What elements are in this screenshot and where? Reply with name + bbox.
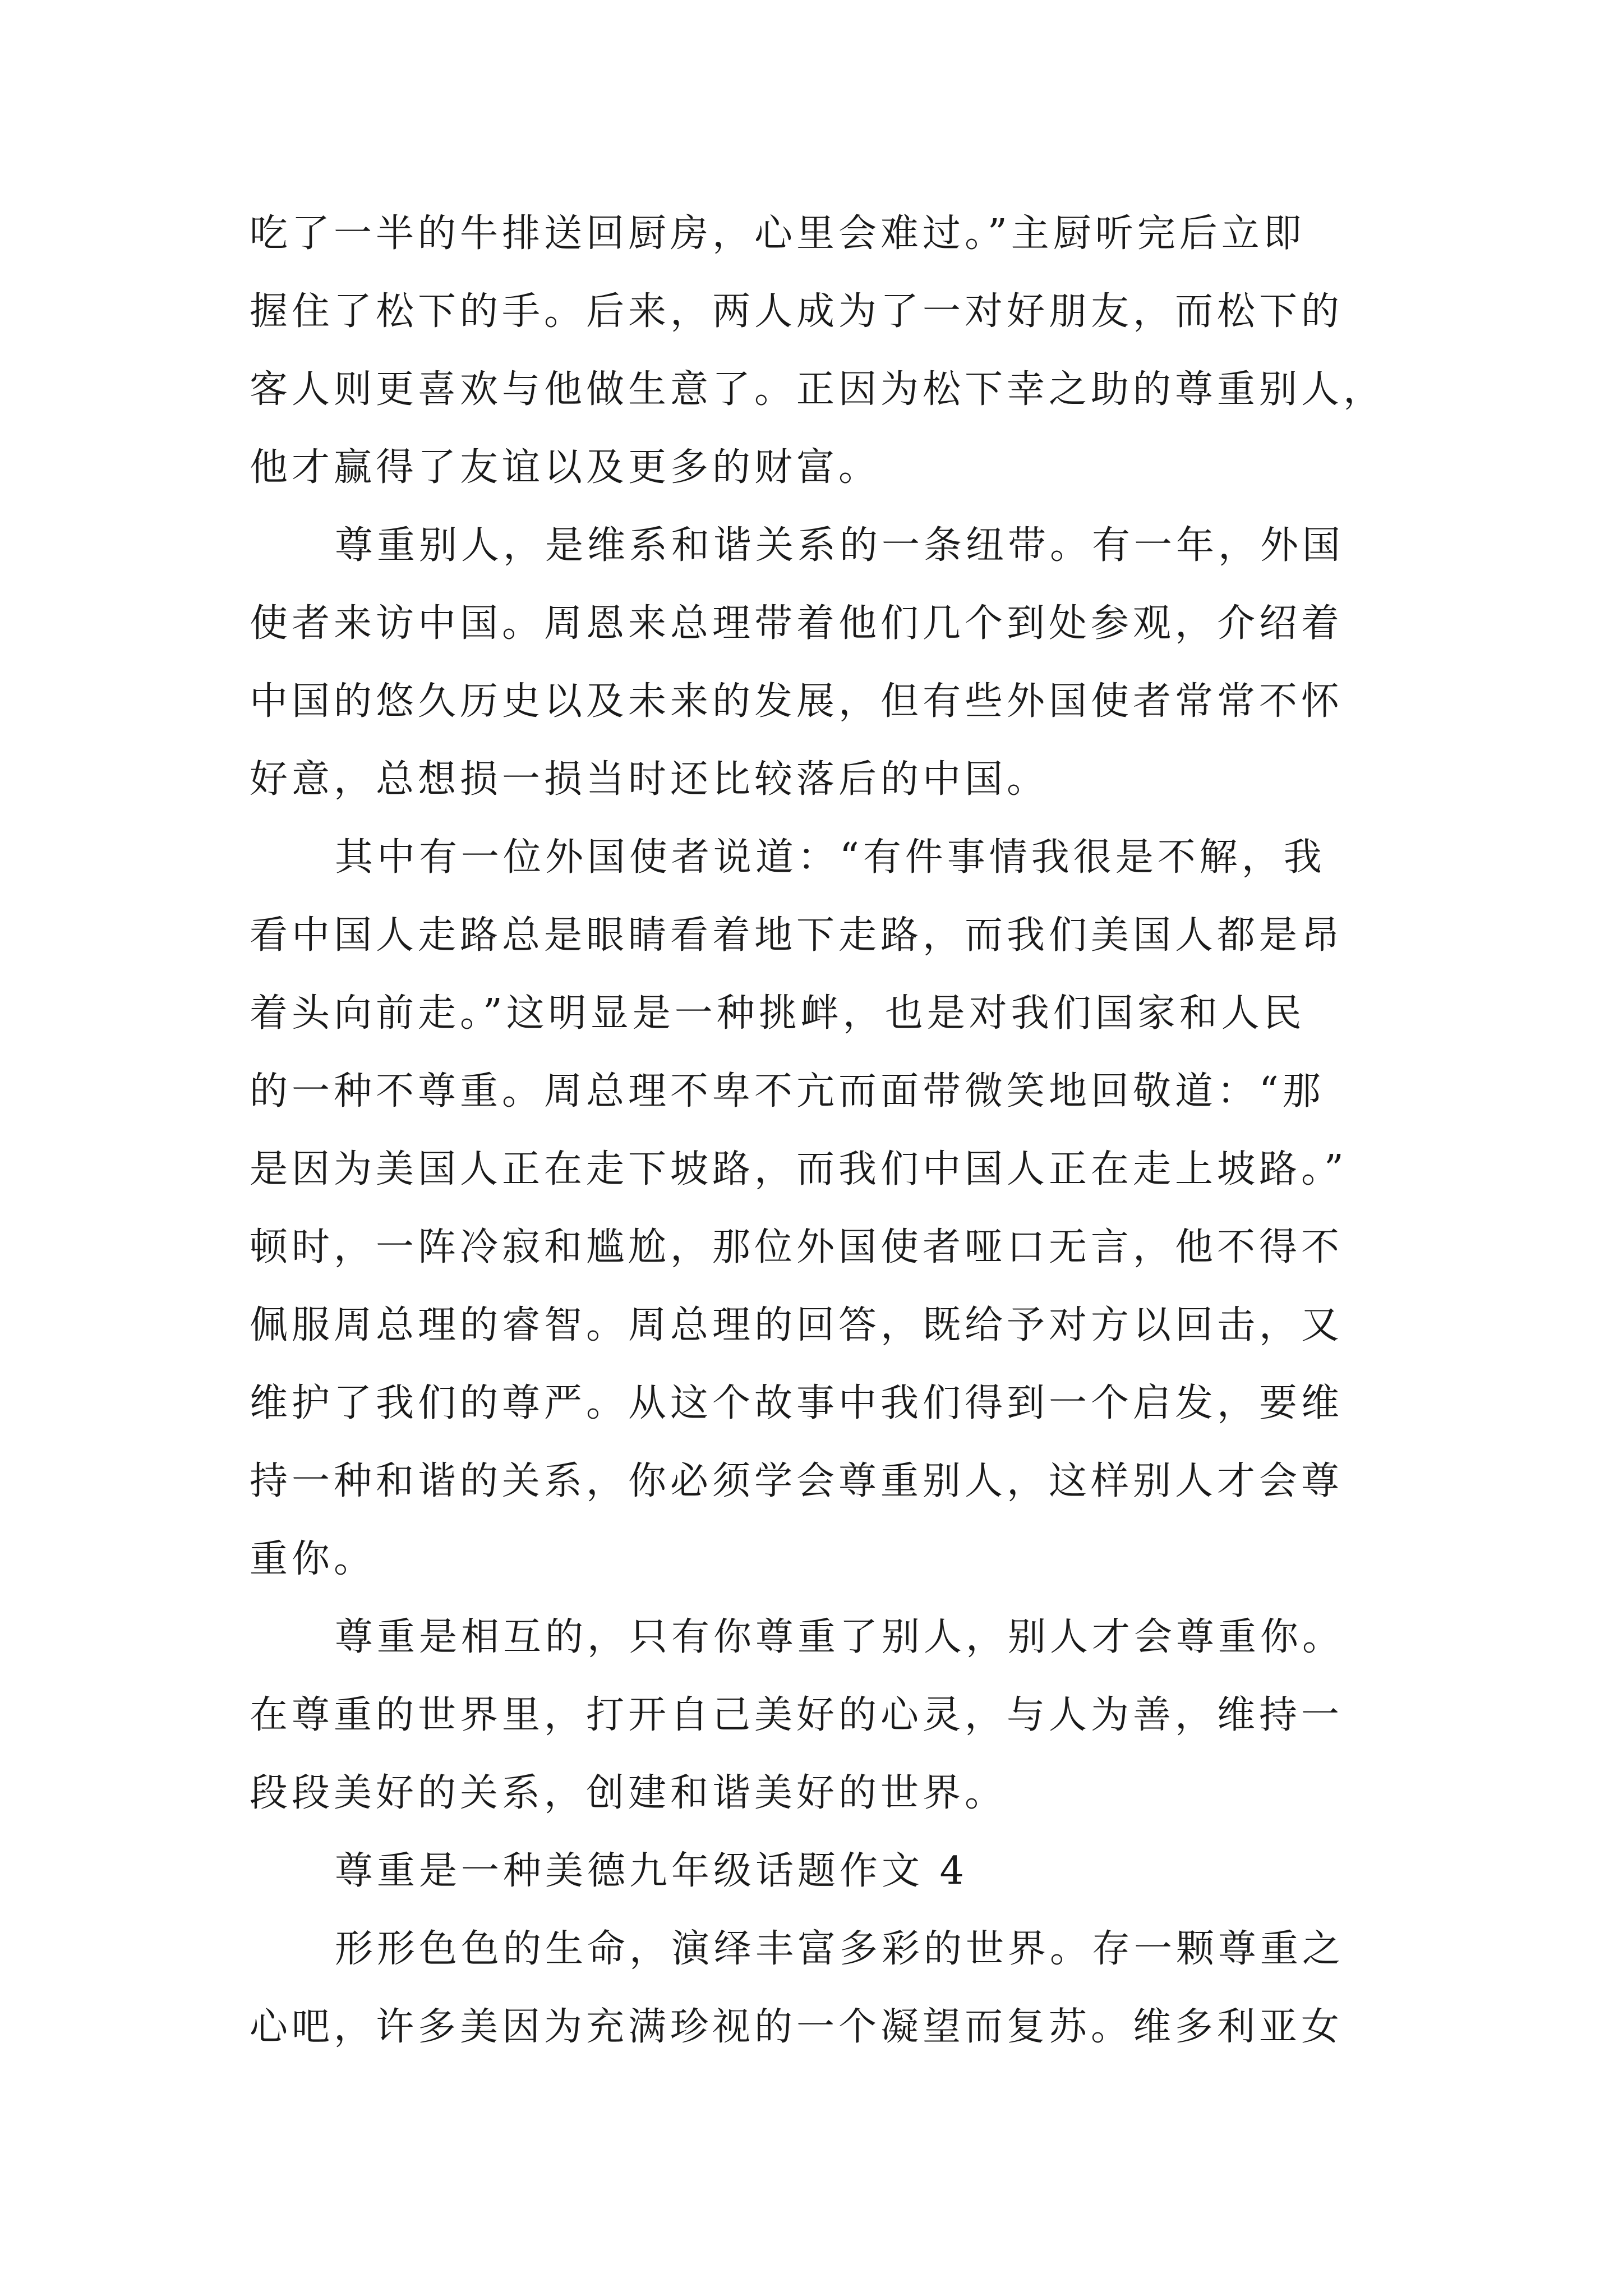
text-line: 维护了我们的尊严。从这个故事中我们得到一个启发，要维 <box>250 1381 1344 1425</box>
paragraph-first-line: 尊重是相互的，只有你尊重了别人，别人才会尊重你。 <box>335 1615 1345 1659</box>
text-line: 着头向前走。”这明显是一种挑衅，也是对我们国家和人民 <box>250 991 1306 1036</box>
text-line: 好意，总想损一损当时还比较落后的中国。 <box>250 757 1049 802</box>
text-line: 重你。 <box>250 1537 376 1581</box>
section-heading: 尊重是一种美德九年级话题作文 4 <box>335 1849 968 1893</box>
text-line: 他才赢得了友谊以及更多的财富。 <box>250 445 881 490</box>
text-line: 段段美好的关系，创建和谐美好的世界。 <box>250 1771 1007 1815</box>
paragraph-first-line: 尊重别人，是维系和谐关系的一条纽带。有一年，外国 <box>335 523 1345 568</box>
text-line: 顿时，一阵冷寂和尴尬，那位外国使者哑口无言，他不得不 <box>250 1225 1344 1269</box>
text-line: 握住了松下的手。后来，两人成为了一对好朋友，而松下的 <box>250 289 1344 334</box>
text-line: 在尊重的世界里，打开自己美好的心灵，与人为善，维持一 <box>250 1693 1344 1737</box>
text-line: 心吧，许多美因为充满珍视的一个凝望而复苏。维多利亚女 <box>250 2005 1344 2049</box>
text-line: 是因为美国人正在走下坡路，而我们中国人正在走上坡路。” <box>250 1147 1348 1191</box>
text-line: 使者来访中国。周恩来总理带着他们几个到处参观，介绍着 <box>250 601 1344 646</box>
text-line: 中国的悠久历史以及未来的发展，但有些外国使者常常不怀 <box>250 679 1344 724</box>
text-line: 看中国人走路总是眼睛看着地下走路，而我们美国人都是昂 <box>250 913 1344 958</box>
text-line: 的一种不尊重。周总理不卑不亢而面带微笑地回敬道：“那 <box>250 1069 1325 1114</box>
paragraph-first-line: 其中有一位外国使者说道：“有件事情我很是不解，我 <box>335 835 1326 880</box>
paragraph-first-line: 形形色色的生命，演绎丰富多彩的世界。存一颗尊重之 <box>335 1927 1345 1971</box>
text-line: 持一种和谐的关系，你必须学会尊重别人，这样别人才会尊 <box>250 1459 1344 1503</box>
text-line: 客人则更喜欢与他做生意了。正因为松下幸之助的尊重别人， <box>250 367 1386 412</box>
text-line: 吃了一半的牛排送回厨房，心里会难过。”主厨听完后立即 <box>250 211 1306 256</box>
text-line: 佩服周总理的睿智。周总理的回答，既给予对方以回击，又 <box>250 1303 1344 1347</box>
